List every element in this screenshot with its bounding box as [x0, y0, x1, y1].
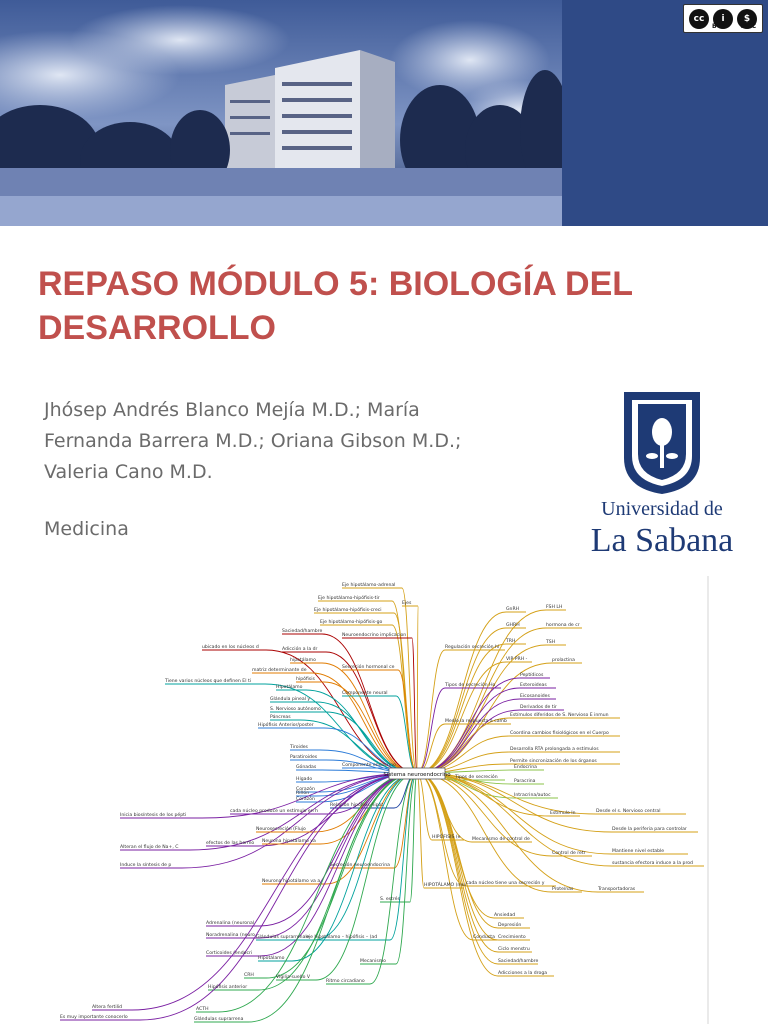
- mind-map-node-label: Corazón: [296, 797, 315, 802]
- mind-map-node-label: Es muy importante conocerlo: [60, 1015, 128, 1020]
- mind-map-node-label: Intracrina/autoc: [514, 793, 551, 798]
- mind-map-center-label: Sistema neuroendocrino: [383, 772, 451, 778]
- mind-map-node-label: Estímulo In: [550, 811, 576, 816]
- license-labels: BY NC: [712, 23, 763, 30]
- by-icon: i: [713, 9, 733, 29]
- mind-map-node-label: Endocrina: [514, 765, 537, 770]
- mind-map-node-label: Relación hipófisis-hipot: [330, 803, 384, 808]
- mind-map-node-label: matriz determinante de: [252, 668, 307, 673]
- mind-map-node-label: Estímulos diferidos de S. Nervioso E inmun: [510, 713, 609, 718]
- mind-map-node-label: TSH: [546, 640, 556, 645]
- mind-map-node-label: eje hipotálamo – hipófisis – (ad: [306, 935, 378, 940]
- mind-map-node-label: Ritmo circadiano: [326, 979, 365, 984]
- mind-map-node-label: efectos de las hormo: [206, 841, 255, 846]
- mind-map-node-label: Ciclo menstru: [498, 947, 530, 952]
- mind-map-branch: [276, 690, 417, 773]
- mind-map-node-label: CRH: [244, 973, 254, 978]
- mind-map-node-label: Corticoides (endocri: [206, 951, 253, 956]
- page-title: REPASO MÓDULO 5: BIOLOGÍA DEL DESARROLLO: [38, 265, 633, 347]
- authors: Jhósep Andrés Blanco Mejía M.D.; María Fernanda Barrera M.D.; Oriana Gibson M.D.; Valeria Cano M.D.: [44, 399, 462, 483]
- mind-map-labels: [60, 581, 693, 1022]
- mind-map-node-label: FSH LH: [546, 605, 563, 610]
- mind-map-node-label: cada núcleo produce un estímulo en h: [230, 809, 319, 814]
- mind-map-node-label: Permite sincronización de los órganos: [510, 759, 597, 764]
- mind-map-node-label: Coordina cambios fisiológicos en el Cuerpo: [510, 731, 609, 736]
- mind-map-node-label: Riñón: [296, 791, 310, 796]
- mind-map-node-label: Transportadoras: [598, 887, 636, 892]
- mind-map-node-label: Control de retr: [552, 851, 586, 856]
- mind-map-node-label: Ansiedad: [494, 913, 516, 918]
- mind-map-node-label: HIPÓFISIS (e: [432, 835, 461, 840]
- mind-map-node-label: Conducta: [473, 935, 495, 940]
- mind-map-node-label: Derivados de tir: [520, 705, 557, 710]
- mind-map-node-label: Neurona hipotálamo va a: [262, 879, 321, 884]
- mind-map-node-label: Mecanismo: [360, 959, 386, 964]
- mind-map-node-label: Paratiroides: [290, 755, 318, 760]
- mind-map-node-label: Eje hipotálamo-hipófisis-creci: [314, 608, 382, 613]
- mind-map-node-label: Medio la respuesta a camb: [445, 719, 507, 724]
- mind-map-node-label: Desde el s. Nervioso central: [596, 809, 661, 814]
- mind-map-node-label: Vigilia-sueño V: [276, 975, 310, 980]
- mind-map-node-label: Desarrolla RTA prolongada a estímulos: [510, 747, 599, 752]
- mind-map-node-label: Páncreas: [270, 715, 291, 720]
- mind-map-node-label: GnRH: [506, 607, 520, 612]
- mind-map-branch: [342, 588, 417, 773]
- mind-map-node-label: Neuroendocrino implicacion: [342, 633, 407, 638]
- mind-map-node-label: Depresión: [498, 923, 522, 928]
- mind-map-node-label: S. Nervioso autónomo: [270, 707, 321, 712]
- logo-name-line1: Universidad de: [601, 498, 723, 520]
- mind-map-node-label: sustancia efectora induce a la prod: [612, 861, 693, 866]
- mind-map-node-label: Ejes: [402, 601, 412, 606]
- mind-map-node-label: Crecimiento: [498, 935, 526, 940]
- mind-map-node-label: Altera fertilid: [92, 1005, 123, 1010]
- mind-map-node-label: VIP PRH -: [506, 657, 528, 662]
- mind-map-node-label: cada núcleo tiene una secreción y: [466, 881, 545, 886]
- mind-map-node-label: Mecanismo de control de: [472, 837, 530, 842]
- mind-map-node-label: Glándula pineal y: [270, 697, 311, 702]
- mind-map-node-label: Tipos de secreción Ho: [445, 683, 496, 688]
- mind-map-node-label: Neurona hipotálamo va: [262, 839, 316, 844]
- mind-map-node-label: Secreción hormonal ce: [342, 665, 395, 670]
- mind-map-branch: [282, 634, 417, 773]
- mind-map-node-label: Paracrina: [514, 779, 536, 784]
- concept-mind-map: [0, 576, 768, 1024]
- mind-map-node-label: Neurosecreción (Flujo: [256, 827, 306, 832]
- campus-building-image: [0, 0, 768, 226]
- mind-map-node-label: Esteroideas: [520, 683, 547, 688]
- mind-map-node-label: Saciedad/hambre: [498, 959, 539, 964]
- mind-map-node-label: TRH: [506, 639, 516, 644]
- mind-map-node-label: hipotálamo: [290, 658, 316, 663]
- mind-map-node-label: Desde la periferia para controlar: [612, 827, 687, 832]
- mind-map-node-label: Gónadas: [296, 765, 317, 770]
- mind-map-node-label: Alteran el flujo de Na+, C: [120, 845, 179, 850]
- logo-name-line2: La Sabana: [590, 522, 734, 559]
- mind-map-branch: [417, 650, 505, 773]
- mind-map-node-label: GHRH: [506, 623, 520, 628]
- mind-map-node-label: prolactina: [552, 658, 575, 663]
- mind-map-node-label: S. estrés: [380, 897, 400, 902]
- mind-map-node-label: Hipófisis Anterior/poster: [258, 723, 314, 728]
- mind-map-node-label: Componente endocrino: [342, 763, 396, 768]
- mind-map-node-label: Tipos de secreción: [455, 775, 498, 780]
- mind-map-node-label: Peptídicos: [520, 673, 544, 678]
- mind-map-node-label: Secreción neuroendocrina: [330, 863, 390, 868]
- mind-map-node-label: ACTH: [196, 1007, 209, 1012]
- mind-map-node-label: Noradrenalina (neuro: [206, 933, 255, 938]
- mind-map-node-label: Eicosanoides: [520, 694, 550, 699]
- mind-map-node-label: Proteínas: [552, 887, 574, 892]
- mind-map-node-label: Hígado: [296, 777, 313, 782]
- header-banner-photo: [0, 0, 768, 226]
- mind-map-node-label: Adicciones a la droga: [498, 971, 548, 976]
- mind-map-node-label: Eje hipotálamo-adrenal: [342, 583, 396, 588]
- mind-map-node-label: ubicado en los núcleos d: [202, 645, 259, 650]
- mind-map-node-label: Hipotálamo: [258, 956, 285, 961]
- mind-map-node-label: Glándulas suprarrena: [194, 1017, 244, 1022]
- faculty: Medicina: [44, 518, 129, 540]
- mind-map-node-label: Glándulas suprarrenale: [256, 935, 310, 940]
- mind-map-node-label: Eje hipotálamo-hipófisis-go: [320, 620, 383, 625]
- mind-map-node-label: Saciedad/hambre: [282, 629, 323, 634]
- mind-map-node-label: Regulación secreción hi: [445, 645, 500, 650]
- mind-map-node-label: Corazón: [296, 787, 315, 792]
- mind-map-node-label: Mantiene nivel estable: [612, 849, 665, 854]
- mind-map-node-label: Inicia biosíntesis de los pépti: [120, 813, 187, 818]
- mind-map-node-label: Hipotálamo: [276, 685, 303, 690]
- mind-map-node-label: hipófisis: [296, 677, 315, 682]
- mind-map-node-label: Induce la síntesis de p: [120, 863, 172, 868]
- mind-map-node-label: Componente neural: [342, 691, 388, 696]
- mind-map-node-label: hormona de cr: [546, 623, 580, 628]
- nc-icon: $: [737, 9, 757, 29]
- mind-map-node-label: Tiene varios núcleos que definen El ti: [165, 679, 252, 684]
- mind-map-node-label: Adrenalina (neuronal: [206, 921, 255, 926]
- cc-icon: cc: [689, 9, 709, 29]
- mind-map-node-label: Hipófisis anterior: [208, 985, 248, 990]
- mind-map-node-label: Eje hipotálamo-hipófisis-tir: [318, 596, 380, 601]
- mind-map-node-label: Tiroides: [290, 745, 308, 750]
- mind-map-node-label: Adicción a la dr: [282, 647, 318, 652]
- mind-map-node-label: HIPOTÁLAMO (neu: [424, 883, 467, 888]
